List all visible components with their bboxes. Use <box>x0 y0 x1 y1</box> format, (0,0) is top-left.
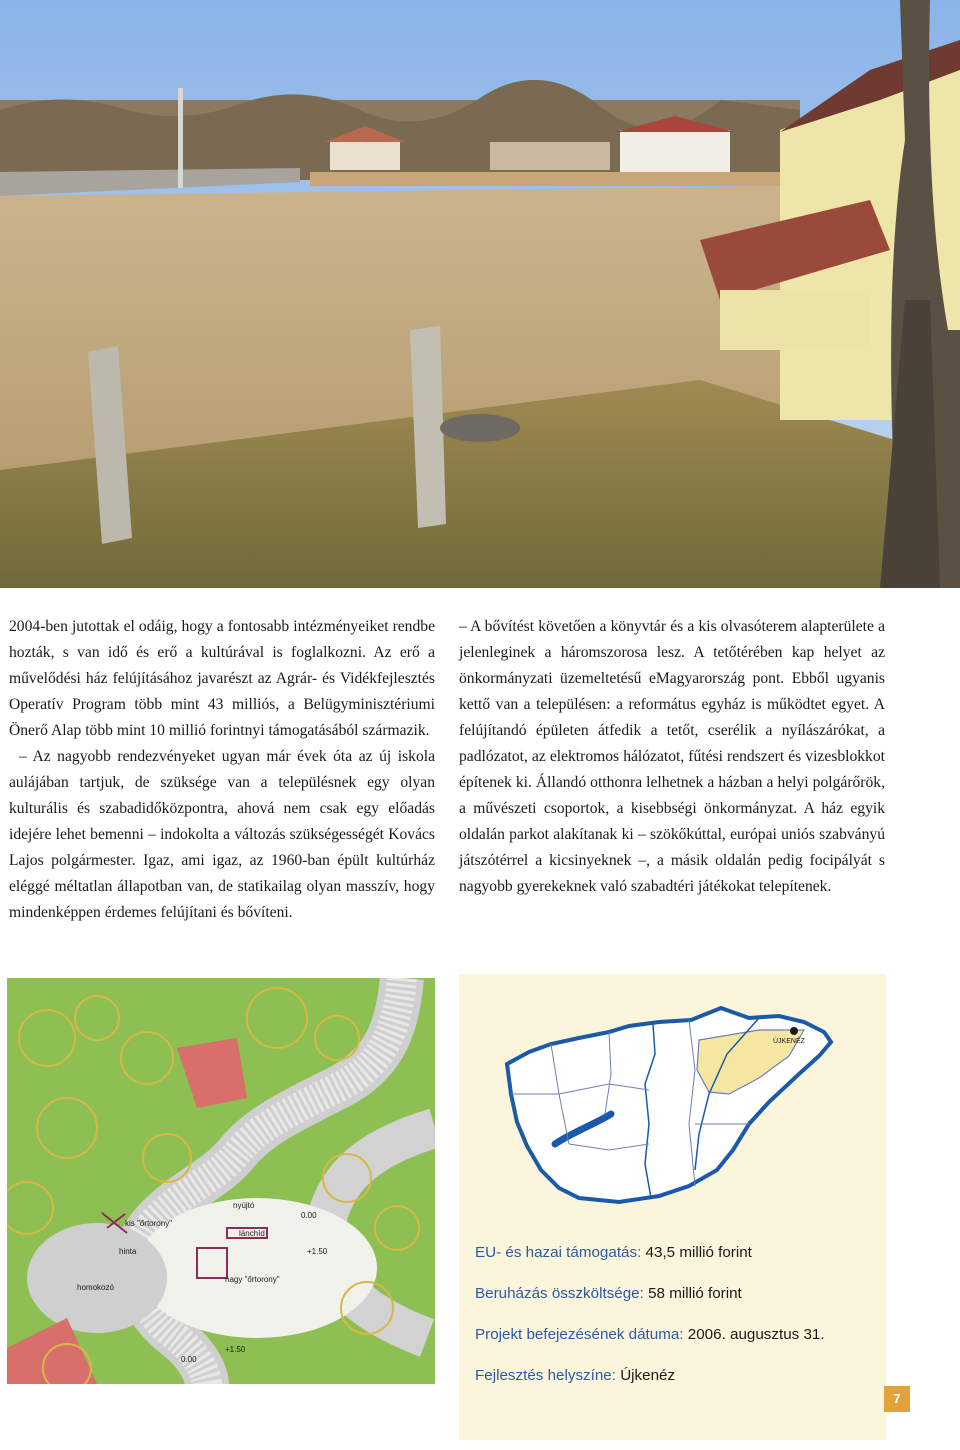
plan-label: +1.50 <box>225 1345 246 1354</box>
page-number: 7 <box>884 1386 910 1412</box>
plan-label: nagy "őrtorony" <box>225 1275 280 1284</box>
info-value: 43,5 millió forint <box>645 1244 752 1261</box>
plan-label: +1.50 <box>307 1247 328 1256</box>
town-label: ÚJKENÉZ <box>773 1038 805 1045</box>
info-completion-date <box>475 1326 825 1343</box>
plan-label: 0.00 <box>181 1355 197 1364</box>
article-column-left <box>9 614 435 926</box>
plan-label: kis "őrtorony" <box>125 1219 173 1228</box>
plan-label: hinta <box>119 1247 137 1256</box>
project-info-box <box>459 974 886 1440</box>
article-column-right <box>459 614 885 900</box>
paragraph: – Az nagyobb rendezvényeket ugyan már évek óta az új iskola aulájában tartjuk, de szüksége van a településnek egy olyan kulturális és szabadidőközpontra, ahová nem csak egy előadás idejére lehet bemenni – indokolta a változás szükségességét Kovács Lajos polgármester. Igaz, ami igaz, az 1960-ban épült kultúrház eléggé méltatlan állapotban van, de statikailag olyan masszív, hogy mindenképpen érdemes felújítani és bővíteni. <box>9 748 435 921</box>
info-total-cost <box>475 1285 742 1302</box>
info-value: 2006. augusztus 31. <box>687 1326 825 1343</box>
plan-label: lánchíd <box>239 1229 265 1238</box>
paragraph: – A bővítést követően a könyvtár és a kis olvasóterem alapterülete a jelenleginek a háromszorosa lesz. A tetőtérében kap helyet az önkormányzati üzemeltetésű eMagyarország pont. Ebből ugyanis kettő van a településen: a református egyház is működtet egyet. A felújítandó épületen átfedik a tetőt, cserélik a nyílászárókat, a padlózatot, az elektromos hálózatot, fűtési rendszert és vizesblokkot építenek ki. Állandó otthonra lelhetnek a házban a helyi polgárőrök, a művészeti csoportok, a kisebbségi önkormányzat. A ház egyik oldalán parkot alakítanak ki – szökőkúttal, európai uniós szabványú játszótérrel a kicsinyeknek –, a másik oldalán pedig focipályát s nagyobb gyerekeknek való szabadtéri játékokat telepítenek. <box>459 618 885 895</box>
plan-label: homokozó <box>77 1283 114 1292</box>
info-label: Beruházás összköltsége: <box>475 1285 644 1302</box>
info-label: Fejlesztés helyszíne: <box>475 1367 616 1384</box>
info-eu-support <box>475 1244 752 1261</box>
info-value: Újkenéz <box>620 1367 676 1384</box>
town-marker <box>790 1027 798 1035</box>
info-location <box>475 1367 675 1384</box>
plan-label: 0.00 <box>301 1211 317 1220</box>
plan-label: nyújtó <box>233 1201 255 1210</box>
info-label: EU- és hazai támogatás: <box>475 1244 642 1261</box>
paragraph: 2004-ben jutottak el odáig, hogy a fontosabb intézményeiket rendbe hozták, s van idő és erő a kultúrával is foglalkozni. Az erő a művelődési ház felújításához javarészt az Agrár- és Vidékfejlesztés Operatív Program több mint 43 milliós, a Belügyminisztériumi Önerő Alap több mint 10 millió forintnyi támogatásából származik. <box>9 618 435 739</box>
info-label: Projekt befejezésének dátuma: <box>475 1326 684 1343</box>
site-photo <box>0 0 960 588</box>
info-value: 58 millió forint <box>648 1285 742 1302</box>
site-plan <box>7 978 435 1384</box>
hungary-map <box>459 974 886 1224</box>
